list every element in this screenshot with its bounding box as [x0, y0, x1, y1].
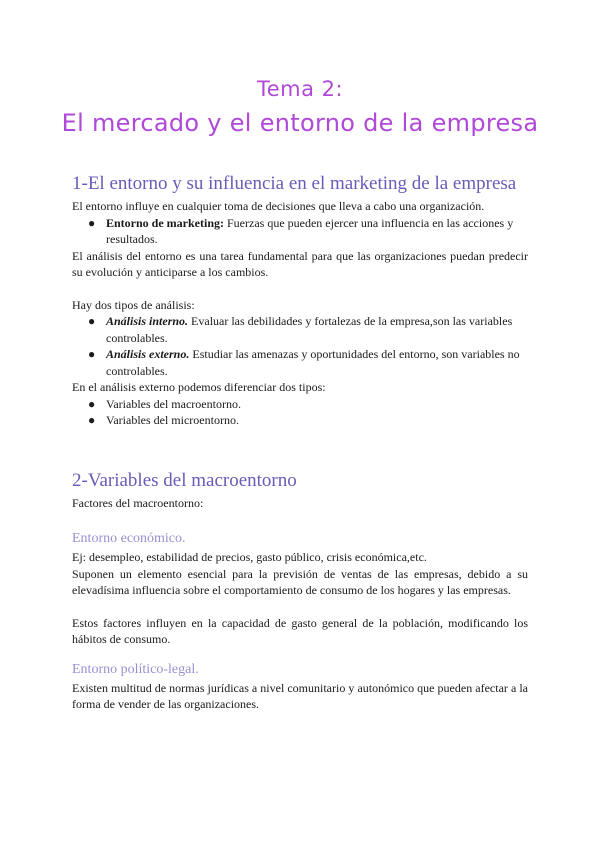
document-body	[72, 170, 528, 713]
definition-list	[72, 215, 528, 248]
document-title: El mercado y el entorno de la empresa	[61, 109, 539, 137]
section-2-heading: 2-Variables del macroentorno	[72, 469, 297, 491]
list-item	[88, 412, 528, 429]
list-item	[88, 346, 528, 379]
list-item	[88, 313, 528, 346]
section-1-heading: 1-El entorno y su influencia en el marketing de la empresa	[72, 173, 517, 194]
bullet-icon: ●	[88, 396, 96, 411]
economic-paragraph-2: Estos factores influyen en la capacidad de gasto general de la población, modificando los hábitos de consumo.	[72, 615, 528, 646]
term-label: Análisis interno.	[106, 314, 189, 328]
economic-example: Ej: desempleo, estabilidad de precios, gasto público, crisis económica,etc.	[72, 550, 427, 564]
bullet-icon: ●	[88, 347, 96, 361]
term-definition: Estudiar las amenazas y oportunidades del entorno, son variables no controlables.	[106, 347, 520, 378]
external-analysis-intro: En el análisis externo podemos diferenciar dos tipos:	[72, 380, 326, 394]
term-definition: Evaluar las debilidades y fortalezas de la empresa,son las variables controlables.	[106, 314, 513, 345]
term-label: Entorno de marketing:	[106, 215, 224, 230]
section-2-intro: Factores del macroentorno:	[72, 495, 204, 510]
topic-number: Tema 2:	[256, 77, 344, 101]
list-item-text: Variables del microentorno.	[106, 413, 239, 427]
bullet-icon: ●	[88, 413, 96, 427]
external-types-list	[72, 396, 528, 429]
economic-paragraph-1: Suponen un elemento esencial para la previsión de ventas de las empresas, debido a su elevadísima influencia sobre el comportamiento de consumo de los hogares y las empresas.	[72, 566, 528, 597]
list-item-text: Variables del macroentorno.	[106, 396, 241, 411]
bullet-icon: ●	[88, 314, 96, 328]
analysis-paragraph: El análisis del entorno es una tarea fundamental para que las organizaciones puedan predecir su evolución y anticiparse a los cambios.	[72, 248, 528, 279]
analysis-types-list	[72, 313, 528, 379]
term-definition: Fuerzas que pueden ejercer una influencia en las acciones y resultados.	[106, 215, 514, 246]
bullet-icon: ●	[88, 215, 96, 230]
list-item	[88, 215, 528, 248]
term-label: Análisis externo.	[106, 347, 190, 361]
analysis-types-intro: Hay dos tipos de análisis:	[72, 297, 195, 312]
list-item	[88, 396, 528, 413]
political-legal-paragraph: Existen multitud de normas jurídicas a nivel comunitario y autonómico que pueden afectar a la forma de vender de las organizaciones.	[72, 680, 528, 711]
political-legal-heading: Entorno político-legal.	[72, 661, 199, 677]
economic-heading: Entorno económico.	[72, 531, 186, 546]
section-1-intro: El entorno influye en cualquier toma de decisiones que lleva a cabo una organización.	[72, 199, 485, 213]
